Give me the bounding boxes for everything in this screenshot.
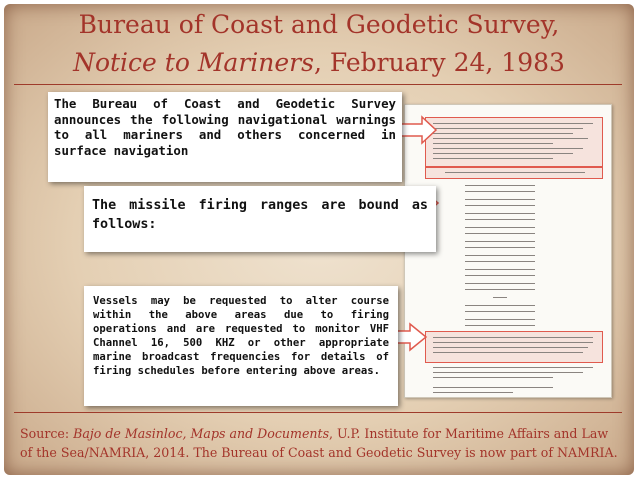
announcement-card: The Bureau of Coast and Geodetic Survey announces the following navigational warnings to all mariners and others concerned in surface navigation (48, 92, 402, 182)
page-title-line1: Bureau of Coast and Geodetic Survey, (78, 10, 560, 39)
source-label: Source: (20, 426, 74, 441)
source-citation (20, 424, 620, 462)
bottom-divider (14, 412, 622, 413)
title-italic-part: Notice to Mariners (73, 48, 314, 77)
title-date-part: , February 24, 1983 (313, 48, 565, 77)
missile-ranges-card: The missile firing ranges are bound as follows: (84, 186, 436, 252)
vessels-advisory-card: Vessels may be requested to alter course within the above areas due to firing operations and are requested to monitor VHF Channel 16, 500 KHZ or other appropriate marine broadcast frequencies for details of firing schedules before entering above areas. (84, 286, 398, 406)
source-details: , U.P. Institute for Maritime Affairs and Law of the Sea/NAMRIA, 2014. The Bureau of Coast and Geodetic Survey is now part of NAMRIA. (20, 426, 618, 460)
source-title: Bajo de Masinloc, Maps and Documents (73, 426, 330, 441)
